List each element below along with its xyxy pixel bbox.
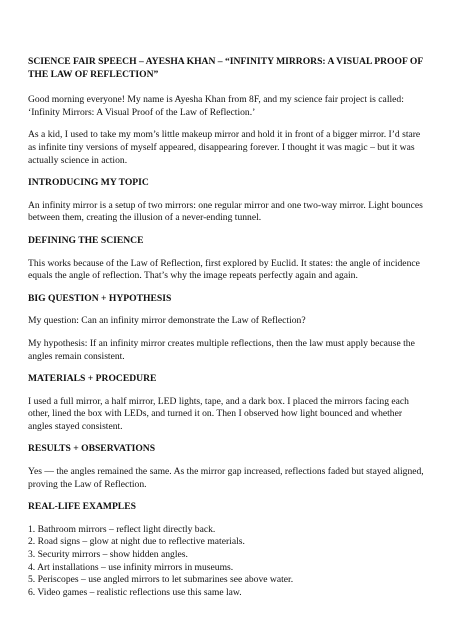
section-paragraph: This works because of the Law of Reflection, first explored by Euclid. It states: the angle of incidence equals the angle of reflection. That’s why the image repeats perfectly again and again. <box>28 257 420 282</box>
section-heading-topic: INTRODUCING MY TOPIC <box>28 177 149 189</box>
section-paragraph: I used a full mirror, a half mirror, LED lights, tape, and a dark box. I placed the mirrors facing each other, lined the box with LEDs, and turned it on. Then I observed how light bounced and whether angles stayed consistent. <box>28 395 409 432</box>
intro-paragraph: As a kid, I used to take my mom’s little makeup mirror and hold it in front of a bigger mirror. I’d stare as infinite tiny versions of myself appeared, disappearing forever. I thought it was magic – but it was actually science in action. <box>28 129 421 166</box>
list-item: 5. Periscopes – use angled mirrors to let submarines see above water. <box>28 574 294 586</box>
section-heading-examples: REAL-LIFE EXAMPLES <box>28 501 136 513</box>
section-heading-hypothesis: BIG QUESTION + HYPOTHESIS <box>28 292 172 304</box>
list-item: 1. Bathroom mirrors – reflect light directly back. <box>28 523 216 535</box>
examples-list <box>28 524 428 600</box>
document-page <box>28 56 428 599</box>
intro-paragraph: Good morning everyone! My name is Ayesha Khan from 8F, and my science fair project is called: ‘Infinity Mirrors: A Visual Proof of the Law of Reflection.’ <box>28 94 404 118</box>
section-heading-results: RESULTS + OBSERVATIONS <box>28 443 156 455</box>
section-paragraph: An infinity mirror is a setup of two mirrors: one regular mirror and one two-way mirror. Light bounces between them, creating the illusion of a never-ending tunnel. <box>28 199 423 224</box>
section-paragraph: Yes — the angles remained the same. As the mirror gap increased, reflections faded but stayed aligned, proving the Law of Reflection. <box>28 466 424 490</box>
section-heading-materials: MATERIALS + PROCEDURE <box>28 373 157 385</box>
section-heading-science: DEFINING THE SCIENCE <box>28 234 144 246</box>
section-paragraph: My hypothesis: If an infinity mirror creates multiple reflections, then the law must apply because the angles remain consistent. <box>28 337 415 362</box>
list-item: 2. Road signs – glow at night due to reflective materials. <box>28 536 245 548</box>
document-title: SCIENCE FAIR SPEECH – AYESHA KHAN – “INFINITY MIRRORS: A VISUAL PROOF OF THE LAW OF REFLECTION” <box>28 56 423 80</box>
list-item: 4. Art installations – use infinity mirrors in museums. <box>28 561 234 573</box>
list-item: 6. Video games – realistic reflections use this same law. <box>28 586 242 598</box>
section-paragraph: My question: Can an infinity mirror demonstrate the Law of Reflection? <box>28 315 306 327</box>
list-item: 3. Security mirrors – show hidden angles. <box>28 549 188 561</box>
